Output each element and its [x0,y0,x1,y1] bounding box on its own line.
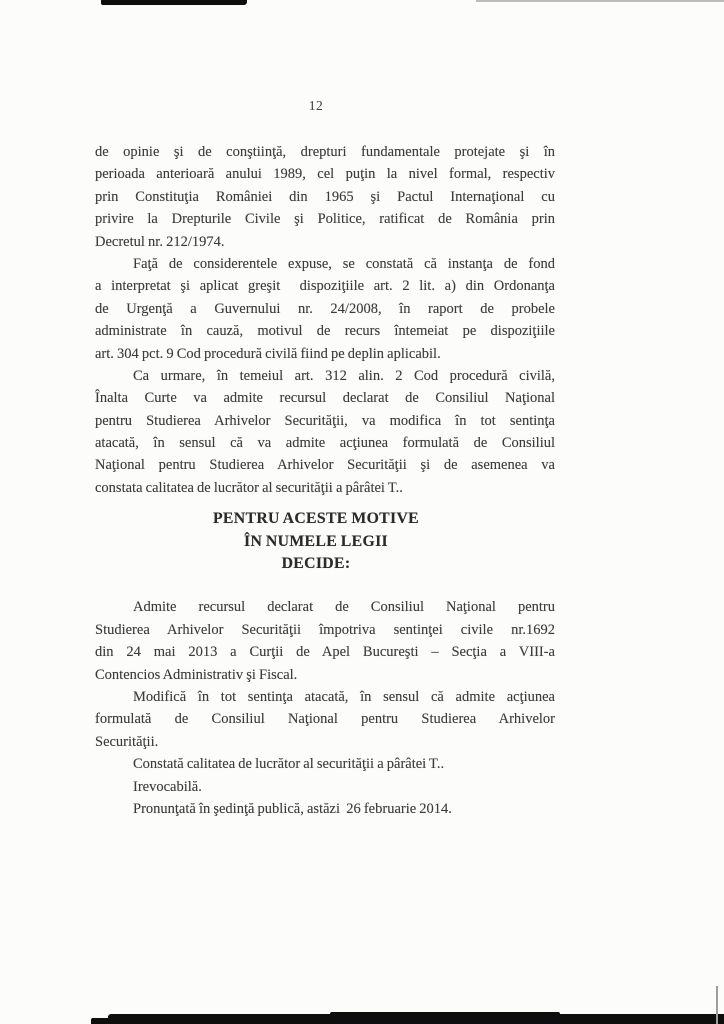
scan-artifact-right-edge-line [716,986,718,1024]
text-line: Pronunţată în şedinţă publică, astăzi 26 februarie 2014. [133,800,452,817]
text-line: din 24 mai 2013 a Curţii de Apel Bucureşti – Secţia a VIII-a [95,644,555,661]
scanned-page [95,0,555,820]
document-body [95,141,555,820]
text-line: Modifică în tot sentinţa atacată, în sensul că admite acţiunea [133,688,555,705]
paragraph-admite [95,596,555,686]
text-line: Irevocabilă. [133,778,202,795]
text-line: Securităţii. [95,733,159,750]
text-line: privire la Drepturile Civile şi Politice, ratificat de România prin [95,211,555,228]
text-line: pentru Studierea Arhivelor Securităţii, va modifica în tot sentinţa [95,412,555,429]
paragraph-modifica [95,686,555,753]
paragraph-considerations [95,253,555,365]
text-line: formulată de Consiliul Naţional pentru Studierea Arhivelor [95,711,555,728]
text-line: Înalta Curte va admite recursul declarat de Consiliul Naţional [95,390,555,407]
text-line: prin Constituţia României din 1965 şi Pactul Internaţional cu [95,188,555,205]
decision-body [95,596,555,820]
paragraph-conclusion [95,365,555,499]
text-line: Admite recursul declarat de Consiliul Naţional pentru [133,599,555,616]
text-line: a interpretat şi aplicat greşit dispoziţiile art. 2 lit. a) din Ordonanţa [95,278,555,295]
text-line: Naţional pentru Studierea Arhivelor Securităţii şi de asemenea va [95,457,555,474]
scan-artifact-bottom-bump [330,1012,560,1024]
heading-line: PENTRU ACESTE MOTIVE [212,510,419,528]
text-line: Ca urmare, în temeiul art. 312 alin. 2 Cod procedură civilă, [133,367,555,384]
paragraph-irevocabila [95,776,555,798]
text-line: Faţă de considerentele expuse, se constată că instanţa de fond [133,255,555,272]
heading-line: ÎN NUMELE LEGII [244,532,388,550]
paragraph-constata [95,753,555,775]
text-line: constata calitatea de lucrător al securităţii a pârâtei T.. [95,479,403,496]
text-line: perioada anterioară anului 1989, cel puţin la nivel formal, respectiv [95,166,555,183]
text-line: Contencios Administrativ şi Fiscal. [95,666,298,683]
paragraph-continuation [95,141,555,253]
heading-line: DECIDE: [281,555,351,573]
text-line: Studierea Arhivelor Securităţii împotriva sentinţei civile nr.1692 [95,621,555,638]
page-number: 12 [308,98,324,113]
text-line: Decretul nr. 212/1974. [95,233,225,250]
text-line: de opinie şi de conştiinţă, drepturi fundamentale protejate şi în [95,144,555,160]
text-line: Constată calitatea de lucrător al securităţii a pârâtei T.. [133,756,445,773]
paragraph-pronuntata [95,798,555,820]
text-line: atacată, în sensul că va admite acţiunea formulată de Consiliul [95,435,555,452]
decision-heading [86,508,546,575]
text-line: art. 304 pct. 9 Cod procedură civilă fiind pe deplin aplicabil. [95,345,441,362]
text-line: administrate în cauză, motivul de recurs întemeiat pe dispoziţiile [95,323,555,340]
text-line: de Urgenţă a Guvernului nr. 24/2008, în raport de probele [95,300,555,317]
